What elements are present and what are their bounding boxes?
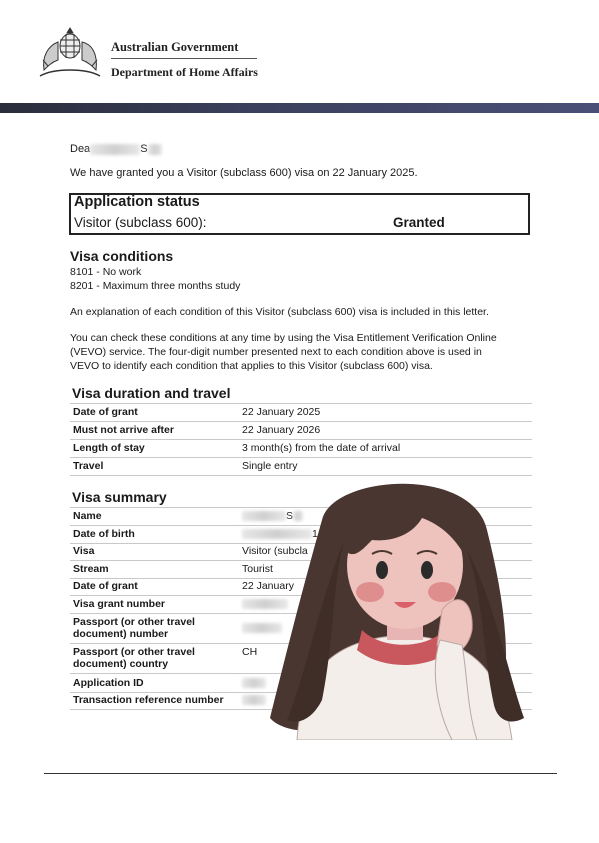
- conditions-explanation: An explanation of each condition of this Visitor (subclass 600) visa is included in this letter.: [70, 306, 489, 318]
- redacted-name: [90, 144, 140, 155]
- greeting-fragment: S: [140, 143, 148, 155]
- greeting-start: Dea: [70, 143, 91, 155]
- row-label: Date of birth: [73, 528, 135, 540]
- row-label: Visa: [73, 545, 95, 557]
- vevo-text-line: VEVO to identify each condition that applies to this Visitor (subclass 600) visa.: [70, 360, 433, 372]
- visa-summary-heading: Visa summary: [72, 489, 167, 505]
- visa-duration-heading: Visa duration and travel: [72, 385, 231, 401]
- girl-illustration-icon: [262, 470, 552, 740]
- granted-statement: We have granted you a Visitor (subclass 600) visa on 22 January 2025.: [70, 167, 418, 179]
- row-value: 22 January 2026: [242, 424, 321, 436]
- header-band: [0, 103, 599, 113]
- row-label: Transaction reference number: [73, 694, 224, 706]
- application-status-heading: Application status: [74, 194, 200, 210]
- row-value: Single entry: [242, 460, 298, 472]
- redacted-name-end: [148, 144, 162, 155]
- row-value: CH: [242, 646, 258, 658]
- row-label: Visa grant number: [73, 598, 165, 610]
- row-label: Must not arrive after: [73, 424, 174, 436]
- row-value: 22 January 2025: [242, 406, 321, 418]
- row-value: 22 January: [242, 580, 294, 592]
- table-row: [70, 422, 532, 440]
- department-name: Department of Home Affairs: [111, 65, 258, 79]
- row-label: Passport (or other travel document) country: [73, 646, 195, 670]
- vevo-text-line: You can check these conditions at any time by using the Visa Entitlement Verification Online: [70, 332, 497, 344]
- status-value: Granted: [393, 215, 445, 230]
- row-label: Date of grant: [73, 580, 138, 592]
- condition-item: 8201 - Maximum three months study: [70, 280, 241, 292]
- greeting: [70, 143, 162, 155]
- row-label: Travel: [73, 460, 104, 472]
- footer-divider: [44, 773, 557, 774]
- row-label: Stream: [73, 563, 109, 575]
- government-name: Australian Government: [111, 40, 239, 54]
- value-fragment: 1: [312, 528, 318, 540]
- visa-conditions-heading: Visa conditions: [70, 248, 174, 264]
- row-label: Date of grant: [73, 406, 138, 418]
- row-value: 3 month(s) from the date of arrival: [242, 442, 401, 454]
- status-label: Visitor (subclass 600):: [74, 215, 207, 230]
- row-label: Passport (or other travel document) number: [73, 616, 195, 640]
- coat-of-arms-icon: [36, 26, 104, 80]
- table-row: [70, 404, 532, 422]
- condition-item: 8101 - No work: [70, 266, 142, 278]
- vevo-text-line: (VEVO) service. The four-digit number presented next to each condition above is used in: [70, 346, 482, 358]
- row-value: Visitor (subcla: [242, 545, 308, 557]
- row-label: Length of stay: [73, 442, 145, 454]
- row-label: Application ID: [73, 677, 144, 689]
- value-fragment: S: [286, 510, 294, 522]
- table-row: [70, 440, 532, 458]
- row-label: Name: [73, 510, 102, 522]
- row-value: Tourist: [242, 563, 273, 575]
- header-divider: [111, 58, 257, 59]
